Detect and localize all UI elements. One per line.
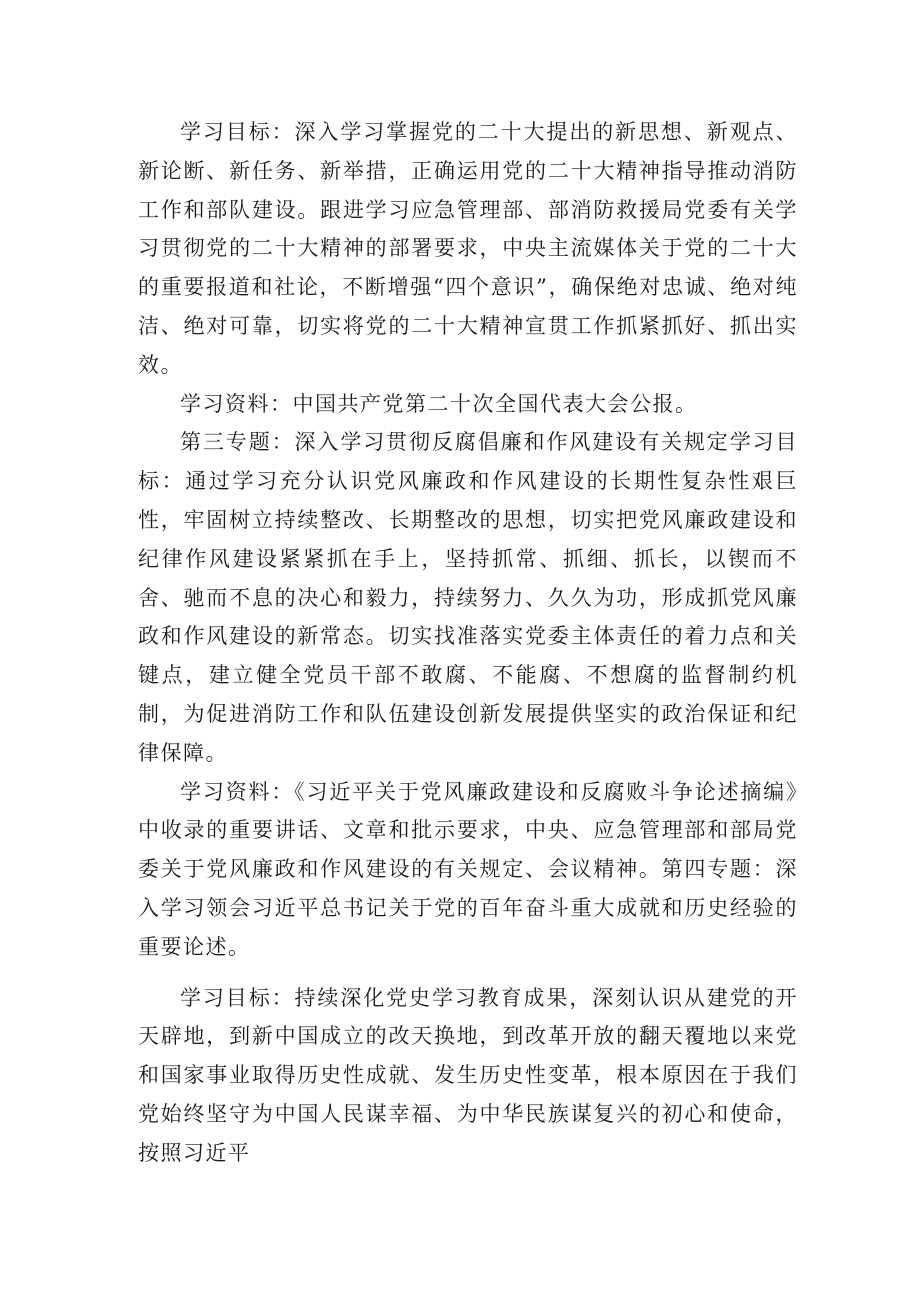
paragraph-topic-3: 第三专题：深入学习贯彻反腐倡廉和作风建设有关规定学习目标：通过学习充分认识党风廉政和作风建设的长期性复杂性艰巨性，牢固树立持续整改、长期整改的思想，切实把党风廉政建设和纪律作风建设紧紧抓在手上，坚持抓常、抓细、抓长，以锲而不舍、驰而不息的决心和毅力，持续努力、久久为功，形成抓党风廉政和作风建设的新常态。切实找准落实党委主体责任的着力点和关键点，建立健全党员干部不敢腐、不能腐、不想腐的监督制约机制，为促进消防工作和队伍建设创新发展提供坚实的政治保证和纪律保障。 [138, 430, 798, 765]
document-body [138, 113, 798, 1173]
paragraph-study-goal-1: 学习目标：深入学习掌握党的二十大提出的新思想、新观点、新论断、新任务、新举措，正确运用党的二十大精神指导推动消防工作和部队建设。跟进学习应急管理部、部消防救援局党委有关学习贯彻党的二十大精神的部署要求，中央主流媒体关于党的二十大的重要报道和社论，不断增强“四个意识”，确保绝对忠诚、绝对纯洁、绝对可靠，切实将党的二十大精神宣贯工作抓紧抓好、抓出实效。 [138, 120, 798, 377]
paragraph-study-goal-4: 学习目标：持续深化党史学习教育成果，深刻认识从建党的开天辟地，到新中国成立的改天换地，到改革开放的翻天覆地以来党和国家事业取得历史性成就、发生历史性变革，根本原因在于我们党始终坚守为中国人民谋幸福、为中华民族谋复兴的初心和使命，按照习近平 [138, 985, 798, 1165]
paragraph-study-material-1: 学习资料：中国共产党第二十次全国代表大会公报。 [180, 391, 698, 416]
paragraph-study-material-2: 学习资料：《习近平关于党风廉政建设和反腐败斗争论述摘编》中收录的重要讲话、文章和批示要求，中央、应急管理部和部局党委关于党风廉政和作风建设的有关规定、会议精神。第四专题：深入学习领会习近平总书记关于党的百年奋斗重大成就和历史经验的重要论述。 [138, 779, 798, 959]
